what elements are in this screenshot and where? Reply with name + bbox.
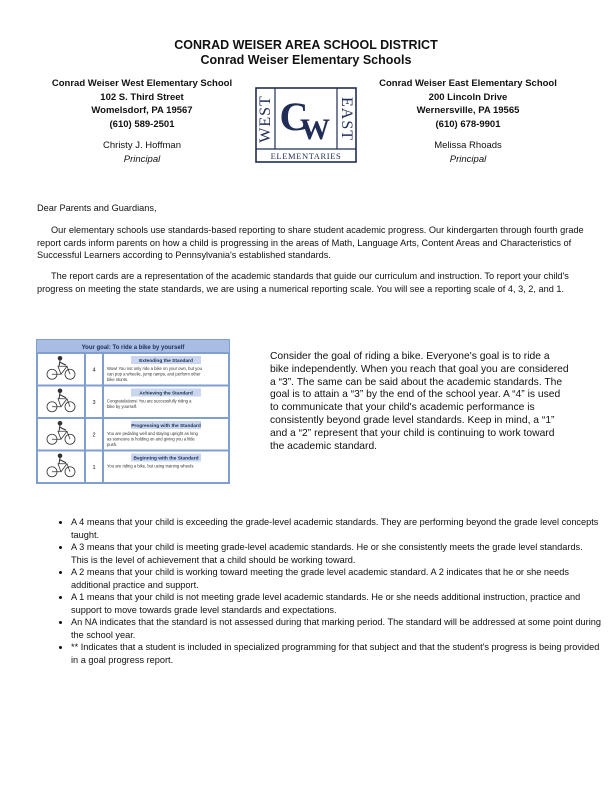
list-item: • A 1 means that your child is not meeting grade level academic standards. He or she needs additional instruction, practice and support to move towards grade level standards and expectations. <box>71 591 601 616</box>
west-school-block <box>27 77 257 166</box>
rubric-level-text: as someone is holding on and giving you a little <box>107 436 195 442</box>
score-definitions-list <box>34 516 601 666</box>
logo-east-text: EAST <box>338 97 355 141</box>
rubric-level-text: Wow! You not only ride a bike on your own, but you <box>107 366 202 371</box>
west-school-phone: (610) 589-2501 <box>109 118 175 130</box>
rubric-level-text: can pop a wheelie, jump ramps, and perform other <box>107 371 201 377</box>
logo-west-text: WEST <box>257 95 274 143</box>
logo-elementaries-text: ELEMENTARIES <box>270 151 342 161</box>
rubric-level-text: You are pedaling well and staying upright as long <box>107 431 198 436</box>
east-school-city: Wernersville, PA 19565 <box>416 105 520 116</box>
rubric-level-text: Congratulations! You are successfully riding a <box>107 398 192 404</box>
rubric-score: 4 <box>92 367 96 374</box>
east-school-street: 200 Lincoln Drive <box>428 91 508 103</box>
east-school-block <box>353 77 583 166</box>
rubric-level-heading: Beginning with the Standard <box>133 456 199 462</box>
rubric-level-text: push. <box>107 442 118 447</box>
logo-w-letter: W <box>300 113 330 146</box>
west-principal-title: Principal <box>123 153 161 165</box>
list-item: • ** Indicates that a student is included in specialized programming for that subject and that the student's progress is being provided in a goal progress report. <box>71 641 601 666</box>
west-school-street: 102 S. Third Street <box>100 91 184 103</box>
west-principal-name: Christy J. Hoffman <box>103 140 181 151</box>
list-item: • A 4 means that your child is exceeding the grade-level academic standards. They are performing beyond the grade level concepts taught. <box>71 516 601 541</box>
rider-head-icon <box>58 453 63 458</box>
east-principal-name: Melissa Rhoads <box>434 140 502 151</box>
rubric-score: 1 <box>92 464 96 471</box>
rubric-level-heading: Achieving the Standard <box>139 391 193 397</box>
rubric-score: 2 <box>92 432 96 439</box>
rubric-level-text: bike stunts. <box>107 377 129 382</box>
rubric-level-text: You are riding a bike, but using training wheels <box>107 463 194 469</box>
rubric-level-heading: Progressing with the Standard <box>131 424 201 429</box>
east-principal-title: Principal <box>449 153 487 165</box>
logo-c-letter: C <box>279 94 309 139</box>
list-item: • A 2 means that your child is working toward meeting the grade level academic standard. A 2 indicates that he or she needs additional practice and support. <box>71 566 601 591</box>
rider-head-icon <box>58 388 63 393</box>
rubric-level-heading: Extending the Standard <box>139 359 193 364</box>
west-school-name: Conrad Weiser West Elementary School <box>51 78 233 89</box>
east-school-phone: (610) 678-9901 <box>435 118 501 130</box>
east-school-name: Conrad Weiser East Elementary School <box>379 78 557 89</box>
rubric-score: 3 <box>92 399 96 406</box>
list-item: • An NA indicates that the standard is not assessed during that marking period. The standard will be addressed at some point during the school year. <box>71 616 601 641</box>
rider-head-icon <box>58 421 63 426</box>
rubric-title: Your goal: To ride a bike by yourself <box>81 345 185 351</box>
rubric-level-text: bike by yourself. <box>107 404 138 409</box>
west-school-city: Womelsdorf, PA 19567 <box>91 105 193 116</box>
schools-subtitle: Conrad Weiser Elementary Schools <box>200 53 412 67</box>
list-item: • A 3 means that your child is meeting grade-level academic standards. He or she consistently meets the grade level standards. This is the level of achievement that a child should be working toward. <box>71 541 601 566</box>
reporting-scale-paragraph: The report cards are a representation of the academic standards that guide our curriculum and instruction. To report your child's progress on meeting the state standards, we are using a numerical reporting scale. You will see a reporting scale of 4, 3, 2, and 1. <box>37 271 569 294</box>
rider-head-icon <box>58 356 63 361</box>
salutation: Dear Parents and Guardians, <box>37 203 157 213</box>
cw-elementaries-logo <box>255 87 357 163</box>
bike-rubric-graphic <box>36 339 230 484</box>
bike-analogy-paragraph: Consider the goal of riding a bike. Everyone's goal is to ride a bike independently. When you reach that goal you are considered a “3”. The same can be said about the academic standards. The goal is to attain a “3” by the end of the school year. A “4” is used to communicate that your child's academic performance is consistently beyond grade level standards. Keep in mind, a “1” and a “2” represent that your child is continuing to work toward the academic standard. <box>270 351 569 452</box>
intro-paragraph: Our elementary schools use standards-based reporting to share student academic progress. Our kindergarten through fourth grade report cards inform parents on how a child is progressing in the areas of Math, Language Arts, Content Areas and Characteristics of Successful Learners according to Pennsylvania's established standards. <box>37 225 584 260</box>
district-title: CONRAD WEISER AREA SCHOOL DISTRICT <box>174 38 438 52</box>
